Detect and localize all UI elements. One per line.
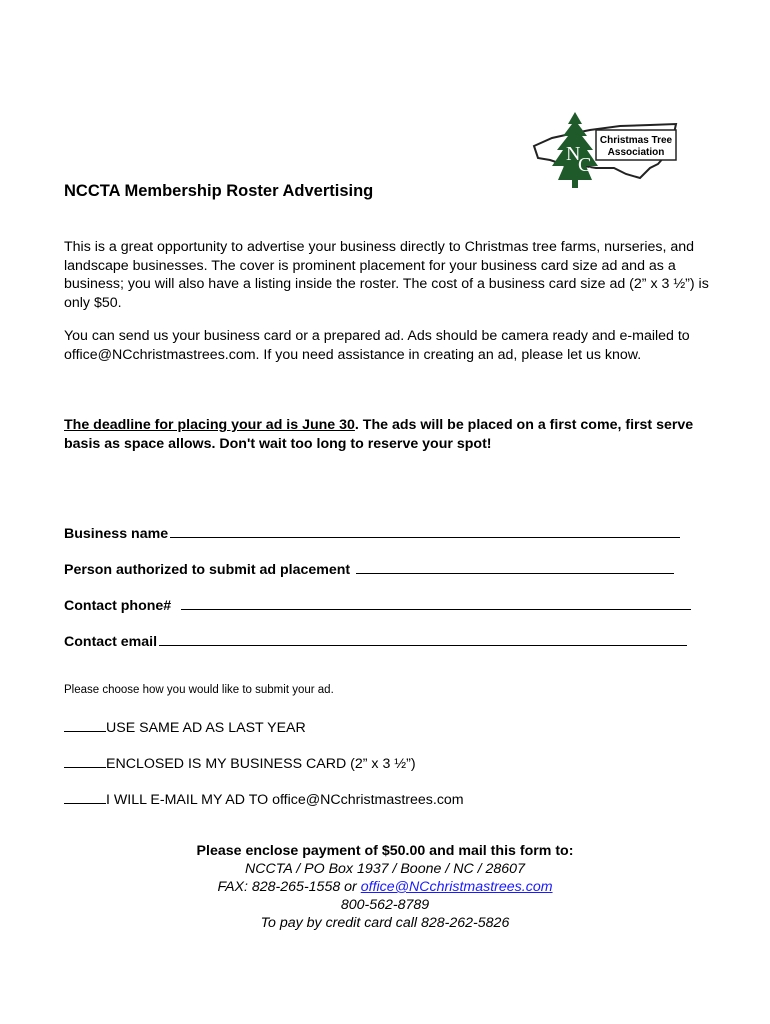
phone-line: 800-562-8789 [340,897,430,913]
fax-text: FAX: 828-265-1558 or [217,879,361,895]
contact-email-label: Contact email [64,634,158,650]
choose-prompt: Please choose how you would like to submit your ad. [64,684,334,696]
contact-phone-input[interactable] [181,595,691,610]
page-title: NCCTA Membership Roster Advertising [64,182,374,200]
business-name-field [64,523,680,542]
intro-paragraph: This is a great opportunity to advertise your business directly to Christmas tree farms, nurseries, and landscape businesses. The cover is prominent placement for your business card size ad and as a business; you will also have a listing inside the roster. The cost of a business card size ad (2” x 3 ½”) is only $50. [64,239,709,311]
option-same-ad-blank[interactable] [64,717,106,732]
business-name-input[interactable] [170,523,680,538]
svg-text:N: N [566,143,581,165]
credit-card-line: To pay by credit card call 828-262-5826 [260,915,510,931]
nccta-logo [530,108,680,190]
option-business-card [64,753,416,772]
deadline-date: The deadline for placing your ad is June 30 [64,417,355,433]
option-email-ad [64,789,464,808]
svg-text:C: C [578,154,592,176]
contact-phone-field [64,595,691,614]
nc-state-tree-logo-icon [530,108,680,190]
payment-instructions [85,842,685,932]
contact-phone-label: Contact phone# [64,598,172,614]
business-name-label: Business name [64,526,169,542]
person-authorized-label: Person authorized to submit ad placement [64,562,351,578]
deadline-rest: . The ads will be placed on a first come, first serve basis as space allows. Don't wait too long to reserve your spot! [64,417,694,452]
payment-line: Please enclose payment of $50.00 and mail this form to: [196,843,574,859]
fax-email-line [85,878,685,896]
email-link[interactable]: office@NCchristmastrees.com [360,879,553,895]
submission-paragraph: You can send us your business card or a prepared ad. Ads should be camera ready and e-mailed to office@NCchristmastrees.com. If you need assistance in creating an ad, please let us know. [64,328,690,363]
option-same-ad [64,717,306,736]
option-business-card-label: ENCLOSED IS MY BUSINESS CARD (2” x 3 ½”) [106,756,416,772]
person-authorized-input[interactable] [356,559,674,574]
person-authorized-field [64,559,674,578]
option-same-ad-label: USE SAME AD AS LAST YEAR [106,720,306,736]
mailing-address: NCCTA / PO Box 1937 / Boone / NC / 28607 [245,861,525,877]
logo-line1: Christmas Tree [599,135,673,146]
contact-email-input[interactable] [159,631,687,646]
contact-email-field [64,631,687,650]
deadline-notice [64,416,714,453]
option-email-ad-label: I WILL E-MAIL MY AD TO office@NCchristmastrees.com [106,792,464,808]
option-email-ad-blank[interactable] [64,789,106,804]
logo-line2: Association [607,147,665,158]
option-business-card-blank[interactable] [64,753,106,768]
